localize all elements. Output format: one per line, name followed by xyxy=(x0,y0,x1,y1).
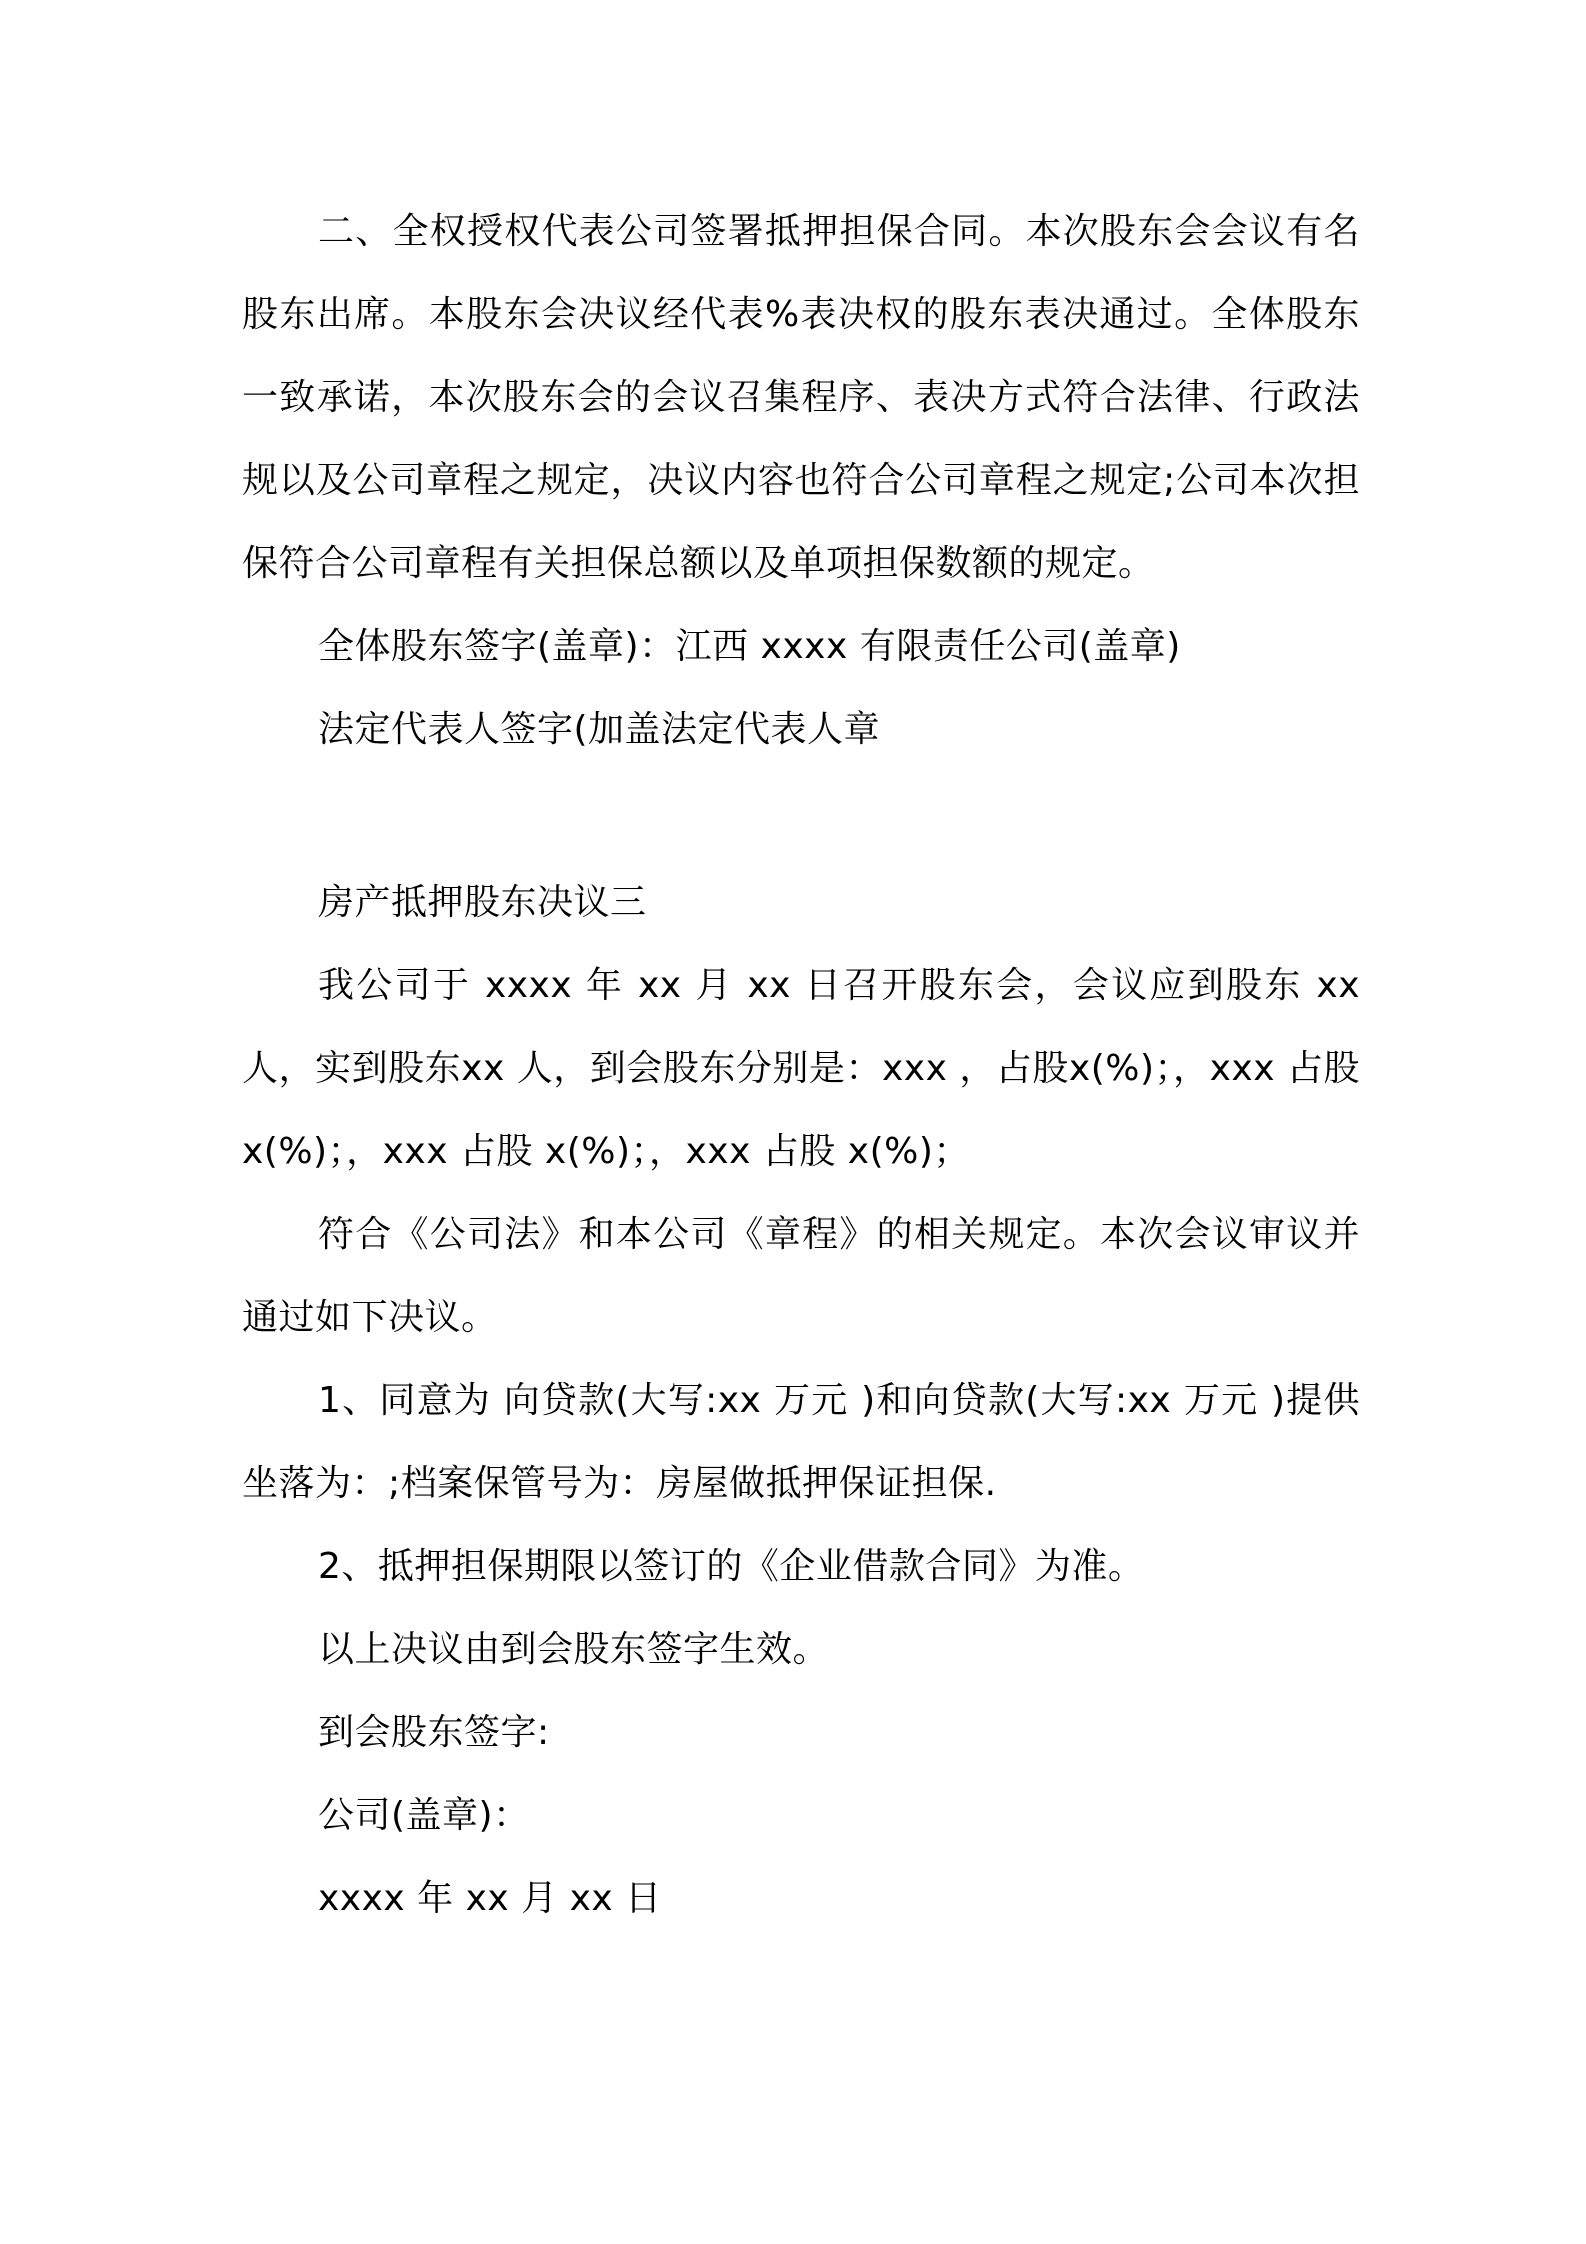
section-spacer xyxy=(242,771,1360,861)
shareholder-signature-line: 全体股东签字(盖章)：江西 xxxx 有限责任公司(盖章) xyxy=(318,626,1181,667)
attending-shareholder-signature: 到会股东签字: xyxy=(318,1712,550,1753)
company-seal-line: 公司(盖章)： xyxy=(318,1795,530,1836)
resolution-title: 房产抵押股东决议三 xyxy=(318,882,647,923)
effective-note: 以上决议由到会股东签字生效。 xyxy=(318,1629,830,1670)
legal-representative-signature-line: 法定代表人签字(加盖法定代表人章 xyxy=(318,709,881,750)
document-body xyxy=(242,190,1360,1940)
resolution-item-1: 1、同意为 向贷款(大写:xx 万元 )和向贷款(大写:xx 万元 )提供坐落为：;档案保管号为：房屋做抵押保证担保. xyxy=(242,1380,1360,1504)
compliance-paragraph: 符合《公司法》和本公司《章程》的相关规定。本次会议审议并通过如下决议。 xyxy=(242,1214,1360,1338)
section-two-paragraph: 二、全权授权代表公司签署抵押担保合同。本次股东会会议有名股东出席。本股东会决议经代表%表决权的股东表决通过。全体股东一致承诺，本次股东会的会议召集程序、表决方式符合法律、行政法规以及公司章程之规定，决议内容也符合公司章程之规定;公司本次担保符合公司章程有关担保总额以及单项担保数额的规定。 xyxy=(242,211,1360,584)
date-line: xxxx 年 xx 月 xx 日 xyxy=(318,1878,662,1919)
meeting-paragraph: 我公司于 xxxx 年 xx 月 xx 日召开股东会，会议应到股东 xx 人，实到股东xx 人，到会股东分别是：xxx ，占股x(%)；，xxx 占股x(%)；，xxx 占股 x(%)；，xxx 占股 x(%)； xyxy=(242,965,1360,1172)
resolution-item-2: 2、抵押担保期限以签订的《企业借款合同》为准。 xyxy=(318,1546,1145,1587)
